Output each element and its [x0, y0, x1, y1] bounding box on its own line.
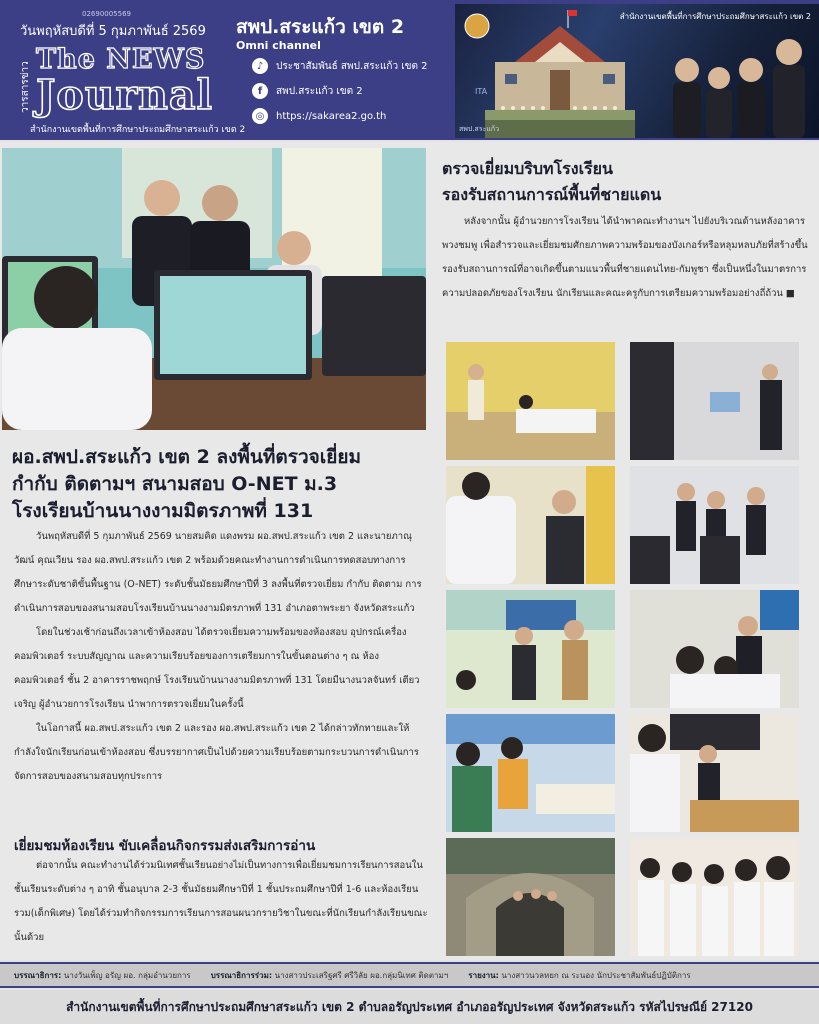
- lead-photo-art: [2, 148, 426, 430]
- main-article-paragraph: ในโอกาสนี้ ผอ.สพป.สระแก้ว เขต 2 และรอง ผอ.สพป.สระแก้ว เขต 2 ได้กล่าวทักทายและให้กำลังใจนักเรียนก่อนเข้าห้องสอบ ซึ่งบรรยากาศเป็นไปด้วยความเรียบร้อยตามกระบวนการดำเนินการจัดการสอบของสนามสอบทุกประการ: [14, 723, 419, 782]
- issue-code: 02690005569: [82, 10, 131, 18]
- main-article-paragraph: วันพฤหัสบดีที่ 5 กุมภาพันธ์ 2569 นายสมคิด แดงพรม ผอ.สพป.สระแก้ว เขต 2 และนายภาณุวัฒน์ คุณเวียน รอง ผอ.สพป.สระแก้ว เขต 2 พร้อมด้วยคณะทำงานการดำเนินการทดสอบทางการศึกษาระดับชาติขั้นพื้นฐาน (O-NET) ระดับชั้นมัธยมศึกษาปีที่ 3 ลงพื้นที่ตรวจเยี่ยม กำกับ ติดตาม การดำเนินการสอบของสนามสอบโรงเรียนบ้านนางงามมิตรภาพที่ 131 อำเภอตาพระยา จังหวัดสระแก้ว: [14, 531, 422, 614]
- gallery-photo-7: [446, 714, 615, 832]
- gallery-photo-8: [630, 714, 799, 832]
- gallery-photo-8-art: [630, 714, 799, 832]
- main-headline-line-3: โรงเรียนบ้านนางงามมิตรภาพที่ 131: [12, 500, 314, 522]
- gallery-photo-2: [630, 342, 799, 460]
- gallery-photo-5-art: [446, 590, 615, 708]
- masthead: [0, 0, 819, 140]
- masthead-vertical-label: วารสารข่าว: [20, 61, 31, 113]
- social-website-label: https://sakarea2.go.th: [276, 110, 387, 122]
- gallery-photo-3: [446, 466, 615, 584]
- facebook-icon: f: [252, 83, 268, 99]
- lead-photo: [2, 148, 426, 430]
- tiktok-icon: ♪: [252, 58, 268, 74]
- main-article-paragraph: โดยในช่วงเช้าก่อนถึงเวลาเข้าห้องสอบ ได้ตรวจเยี่ยมความพร้อมของห้องสอบ อุปกรณ์เครื่องคอมพิวเตอร์ ระบบสัญญาณ และความเรียบร้อยของการเตรียมการในขั้นตอนต่าง ๆ ณ ห้องคอมพิวเตอร์ ชั้น 2 อาคารราชพฤกษ์ โรงเรียนบ้านนางงามมิตรภาพที่ 131 โดยมีนางนวลจันทร์ เตียวเจริญ ผู้อำนวยการโรงเรียน นำพาการตรวจเยี่ยมในครั้งนี้: [14, 627, 420, 710]
- issue-date: วันพฤหัสบดีที่ 5 กุมภาพันธ์ 2569: [20, 24, 206, 39]
- social-tiktok-label: ประชาสัมพันธ์ สพป.สระแก้ว เขต 2: [276, 60, 428, 72]
- svg-text:ITA: ITA: [475, 87, 488, 96]
- section-three-body: [442, 210, 808, 306]
- section-two-paragraph: ต่อจากนั้น คณะทำงานได้ร่วมนิเทศชั้นเรียนอย่างไม่เป็นทางการเพื่อเยี่ยมชมการเรียนการสอนในชั้นเรียนระดับต่าง ๆ อาทิ ชั้นอนุบาล 2-3 ชั้นมัธยมศึกษาปีที่ 1 ชั้นประถมศึกษาปีที่ 1-6 และห้องเรียนรวม(เด็กพิเศษ) โดยได้ร่วมทำกิจกรรมการเรียนการสอนผนวกรายวิชาในขณะที่นักเรียนกำลังเรียนขณะนั้นด้วย: [14, 860, 428, 943]
- section-two-body: [14, 854, 428, 950]
- masthead-journal: Journal: [36, 71, 214, 119]
- gallery-photo-4-art: [630, 466, 799, 584]
- gallery-photo-6: [630, 590, 799, 708]
- gallery-photo-1-art: [446, 342, 615, 460]
- section-two-headline: เยี่ยมชมห้องเรียน ขับเคลื่อนกิจกรรมส่งเสริมการอ่าน: [14, 838, 316, 854]
- social-facebook[interactable]: [252, 83, 363, 99]
- masthead-photo-art: [455, 4, 819, 138]
- channel-name: สพป.สระแก้ว เขต 2: [236, 16, 405, 38]
- main-headline: [12, 444, 361, 525]
- gallery-photo-4: [630, 466, 799, 584]
- masthead-photo-footer: สพป.สระแก้ว: [459, 125, 500, 133]
- gallery-photo-6-art: [630, 590, 799, 708]
- gallery-photo-9-art: [446, 838, 615, 956]
- masthead-office: สำนักงานเขตพื้นที่การศึกษาประถมศึกษาสระแก้ว เขต 2: [30, 125, 246, 135]
- social-tiktok[interactable]: [252, 58, 428, 74]
- main-headline-line-2: กำกับ ติดตามฯ สนามสอบ O-NET ม.3: [12, 473, 338, 495]
- social-website[interactable]: [252, 108, 386, 124]
- gallery-photo-3-art: [446, 466, 615, 584]
- gallery-photo-5: [446, 590, 615, 708]
- section-three-headline-line-2: รองรับสถานการณ์พื้นที่ชายแดน: [442, 185, 662, 204]
- masthead-photo-caption: สำนักงานเขตพื้นที่การศึกษาประถมศึกษาสระแก้ว เขต 2: [619, 12, 811, 21]
- gallery-photo-2-art: [630, 342, 799, 460]
- credit-editor: [14, 969, 191, 982]
- footer-address: สำนักงานเขตพื้นที่การศึกษาประถมศึกษาสระแก้ว เขต 2 ตำบลอรัญประเทศ อำเภออรัญประเทศ จังหวัดสระแก้ว รหัสไปรษณีย์ 27120: [0, 990, 819, 1024]
- credits-bar: [0, 962, 819, 988]
- social-facebook-label: สพป.สระแก้ว เขต 2: [276, 85, 363, 97]
- credit-coeditor-value: นางสาวประเสริฐศรี ศรีวิลัย ผอ.กลุ่มนิเทศ ติดตามฯ: [274, 970, 449, 980]
- main-headline-line-1: ผอ.สพป.สระแก้ว เขต 2 ลงพื้นที่ตรวจเยี่ยม: [12, 446, 362, 468]
- credit-reporter: [468, 969, 690, 982]
- main-article-body: [14, 525, 428, 789]
- section-three-headline-line-1: ตรวจเยี่ยมบริบทโรงเรียน: [442, 159, 613, 178]
- credit-editor-label: บรรณาธิการ:: [14, 970, 62, 980]
- globe-icon: ◎: [252, 108, 268, 124]
- gallery-photo-9: [446, 838, 615, 956]
- credit-editor-value: นางวันเพ็ญ อรัญ ผอ. กลุ่มอำนวยการ: [63, 970, 191, 980]
- gallery-photo-10-art: [630, 838, 799, 956]
- credit-reporter-label: รายงาน:: [468, 970, 499, 980]
- credit-reporter-value: นางสาวนวลหยก ณ ระนอง นักประชาสัมพันธ์ปฏิบัติการ: [501, 970, 691, 980]
- section-three-paragraph: หลังจากนั้น ผู้อำนวยการโรงเรียน ได้นำพาคณะทำงานฯ ไปยังบริเวณด้านหลังอาคารพวงชมพู เพื่อสำรวจและเยี่ยมชมศักยภาพความพร้อมของบังเกอร์หรือหลุมหลบภัยที่สร้างขึ้นรองรับสถานการณ์ที่อาจเกิดขึ้นตามแนวพื้นที่ชายแดนไทย-กัมพูชา ซึ่งเป็นหนึ่งในมาตรการความปลอดภัยของโรงเรียน นักเรียนและคณะครูกับการเตรียมความพร้อมอย่างถี่ถ้วน ■: [442, 216, 808, 299]
- credit-coeditor: [211, 969, 449, 982]
- masthead-photo: [455, 4, 819, 138]
- masthead-the-news: The NEWS: [36, 44, 206, 75]
- section-three-headline: [442, 156, 661, 208]
- credit-coeditor-label: บรรณาธิการร่วม:: [210, 970, 273, 980]
- omni-channel-label: Omni channel: [236, 39, 321, 52]
- gallery-photo-10: [630, 838, 799, 956]
- gallery-photo-1: [446, 342, 615, 460]
- gallery-photo-7-art: [446, 714, 615, 832]
